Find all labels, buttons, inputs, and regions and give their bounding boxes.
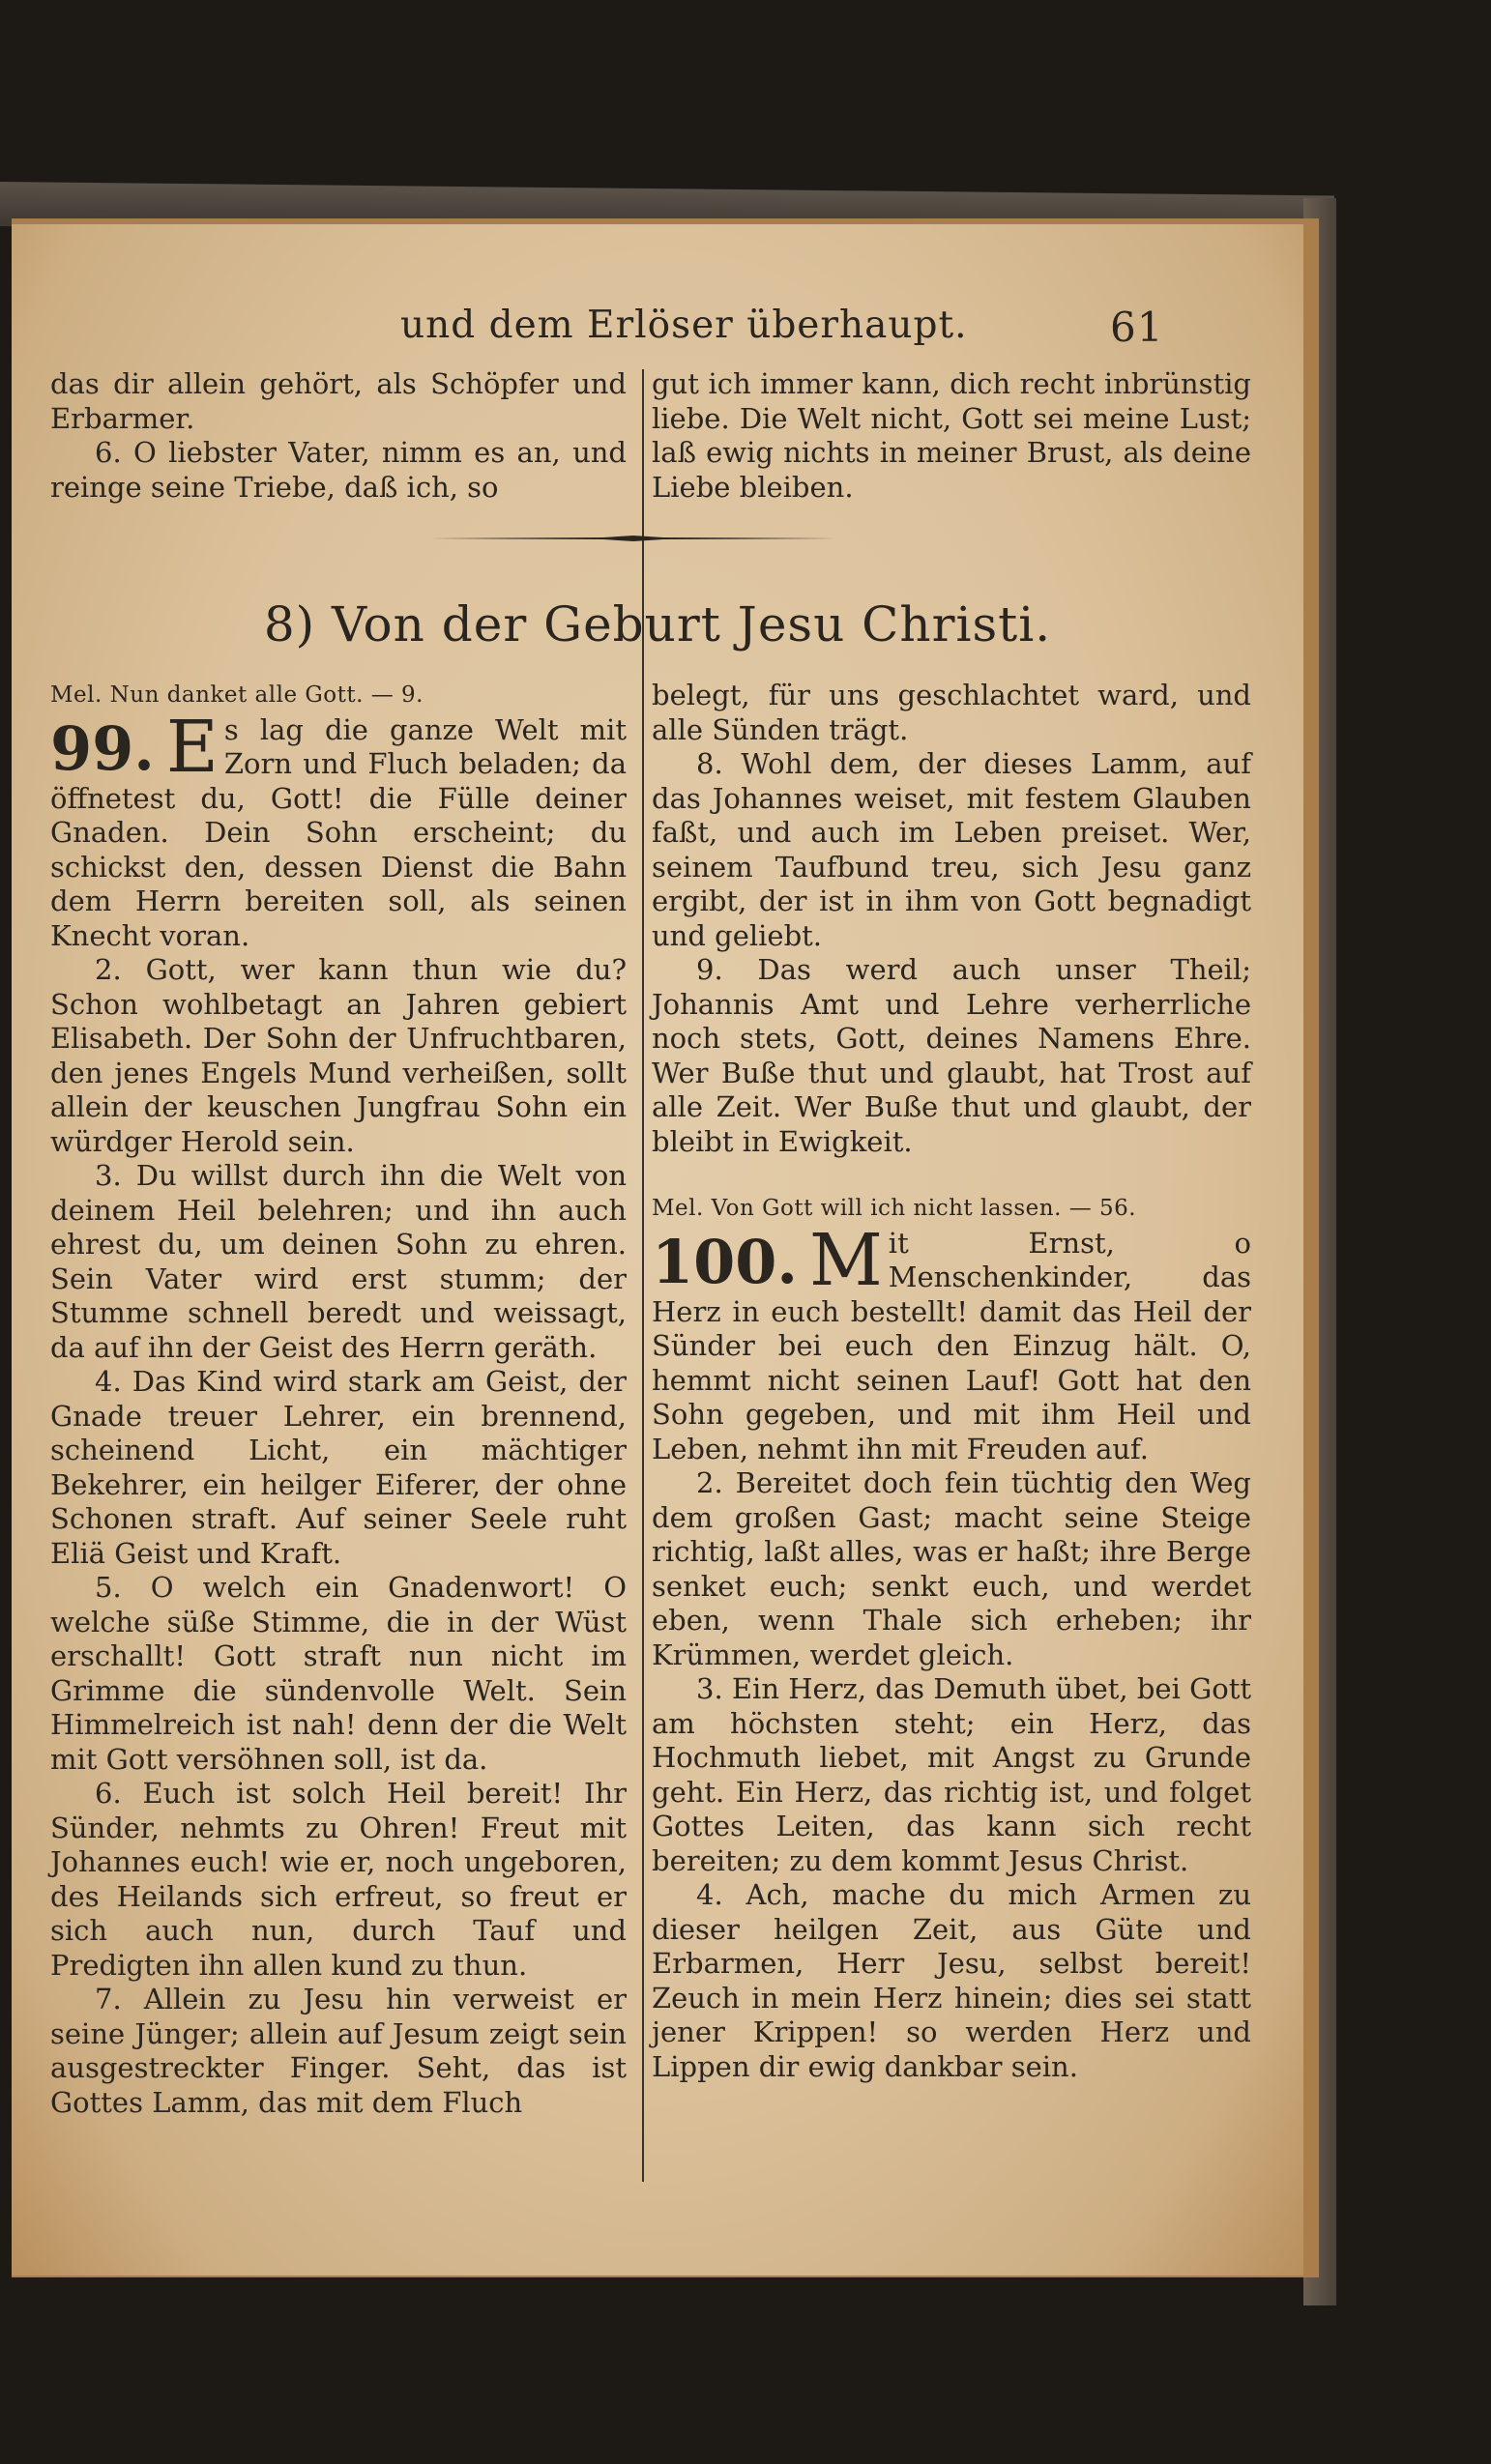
right-column <box>652 679 1251 2084</box>
page <box>12 224 1303 2276</box>
section-title: 8) Von der Geburt Jesu Christi. <box>263 596 1052 652</box>
hymn-99-verse-1 <box>50 705 627 954</box>
hymn-99-verse-8: 8. Wohl dem, der dieses Lamm, auf das Johannes weiset, mit festem Glauben faßt, und auch im Leben preiset. Wer, seinem Taufbund treu, sich Jesu ganz ergibt, der ist in ihm von Gott begnadigt und geliebt. <box>652 747 1251 952</box>
top-left-para-2: 6. O liebster Vater, nimm es an, und reinge seine Triebe, daß ich, so <box>50 436 627 504</box>
hymn-99-verse-4: 4. Das Kind wird stark am Geist, der Gnade treuer Lehrer, ein brennend, scheinend Licht, ein mächtiger Bekehrer, ein heilger Eiferer, der ohne Schonen straft. Auf seiner Seele ruht Eliä Geist und Kraft. <box>50 1365 627 1570</box>
hymn-100-number: 100. <box>652 1226 799 1297</box>
header-title: und dem Erlöser überhaupt. <box>400 304 968 347</box>
ornamental-rule <box>429 536 837 541</box>
hymn-99-verse-1-text: s lag die ganze Welt mit Zorn und Fluch beladen; da öffnetest du, Gott! die Fülle deiner Gnaden. Dein Sohn erscheint; du schickst den, dessen Dienst die Bahn dem Herrn bereiten soll, als seinen Knecht voran. <box>50 712 627 952</box>
top-left-para-1: das dir allein gehört, als Schöpfer und Erbarmer. <box>50 367 627 435</box>
hymn-100-verse-3: 3. Ein Herz, das Demuth übet, bei Gott am höchsten steht; ein Herz, das Hochmuth liebet, mit Angst zu Grunde geht. Ein Herz, das richtig ist, und folget Gottes Leiten, das kann sich recht bereiten; zu dem kommt Jesus Christ. <box>652 1672 1251 1877</box>
top-right-column <box>652 367 1251 505</box>
hymn-99-verse-9: 9. Das werd auch unser Theil; Johannis Amt und Lehre verherrliche noch stets, Gott, deines Namens Ehre. Wer Buße thut und glaubt, hat Trost auf alle Zeit. Wer Buße thut und glaubt, der bleibt in Ewigkeit. <box>652 953 1251 1158</box>
top-right-para: gut ich immer kann, dich recht inbrünstig liebe. Die Welt nicht, Gott sei meine Lust; laß ewig nichts in meiner Brust, als deine Liebe bleiben. <box>652 367 1251 504</box>
hymn-100-verse-4: 4. Ach, mache du mich Armen zu dieser heilgen Zeit, aus Güte und Erbarmen, Herr Jesu, selbst bereit! Zeuch in mein Herz hinein; dies sei statt jener Krippen! so werden Herz und Lippen dir ewig dankbar sein. <box>652 1878 1251 2083</box>
hymn-99-verse-2: 2. Gott, wer kann thun wie du? Schon wohlbetagt an Jahren gebiert Elisabeth. Der Sohn der Unfruchtbaren, den jenes Engels Mund verheißen, sollt allein der keuschen Jungfrau Sohn ein würdger Herold sein. <box>50 953 627 1158</box>
left-column <box>50 679 627 2120</box>
page-number: 61 <box>1110 304 1164 351</box>
hymn-100-verse-1 <box>652 1218 1251 1467</box>
hymn-100-verse-1-text: it Ernst, o Menschenkinder, das Herz in euch bestellt! damit das Heil der Sünder bei euch den Einzug hält. O, hemmt nicht seinen Lauf! Gott hat den Sohn gegeben, und mit ihm Heil und Leben, nehmt ihn mit Freuden auf. <box>652 1226 1251 1465</box>
hymn-99-verse-7: 7. Allein zu Jesu hin verweist er seine Jünger; allein auf Jesum zeigt sein ausgestreckter Finger. Seht, das ist Gottes Lamm, das mit dem Fluch <box>50 1983 627 2119</box>
hymn-99-verse-3: 3. Du willst durch ihn die Welt von deinem Heil belehren; und ihn auch ehrest du, um deinen Sohn zu ehren. Sein Vater wird erst stumm; der Stumme schnell beredt und weissagt, da auf ihn der Geist des Herrn geräth. <box>50 1159 627 1364</box>
hymn-99-verse-7-cont: belegt, für uns geschlachtet ward, und alle Sünden trägt. <box>652 679 1251 746</box>
hymn-99-dropcap: E <box>165 705 219 789</box>
hymn-99-verse-6: 6. Euch ist solch Heil bereit! Ihr Sünder, nehmts zu Ohren! Freut mit Johannes euch! wie er, noch ungeboren, des Heilands sich erfreut, so freut er sich auch nun, durch Tauf und Predigten ihn allen kund zu thun. <box>50 1777 627 1982</box>
column-divider-main <box>642 679 644 2182</box>
column-divider-top <box>642 369 644 727</box>
running-header <box>12 294 1303 352</box>
hymn-99-melody: Mel. Nun danket alle Gott. — 9. <box>50 682 424 708</box>
hymn-100-dropcap: M <box>809 1218 883 1302</box>
hymn-100-melody: Mel. Von Gott will ich nicht lassen. — 56. <box>652 1196 1137 1221</box>
top-left-column <box>50 367 627 505</box>
hymn-99-verse-5: 5. O welch ein Gnadenwort! O welche süße Stimme, die in der Wüst erschallt! Gott straft nun nicht im Grimme die sündenvolle Welt. Sein Himmelreich ist nah! denn der die Welt mit Gott versöhnen soll, ist da. <box>50 1571 627 1776</box>
hymn-100-verse-2: 2. Bereitet doch fein tüchtig den Weg dem großen Gast; macht seine Steige richtig, laßt alles, was er haßt; ihre Berge senket euch; senkt euch, und werdet eben, wenn Thale sich erheben; ihr Krümmen, werdet gleich. <box>652 1466 1251 1671</box>
hymn-99-number: 99. <box>50 712 155 784</box>
